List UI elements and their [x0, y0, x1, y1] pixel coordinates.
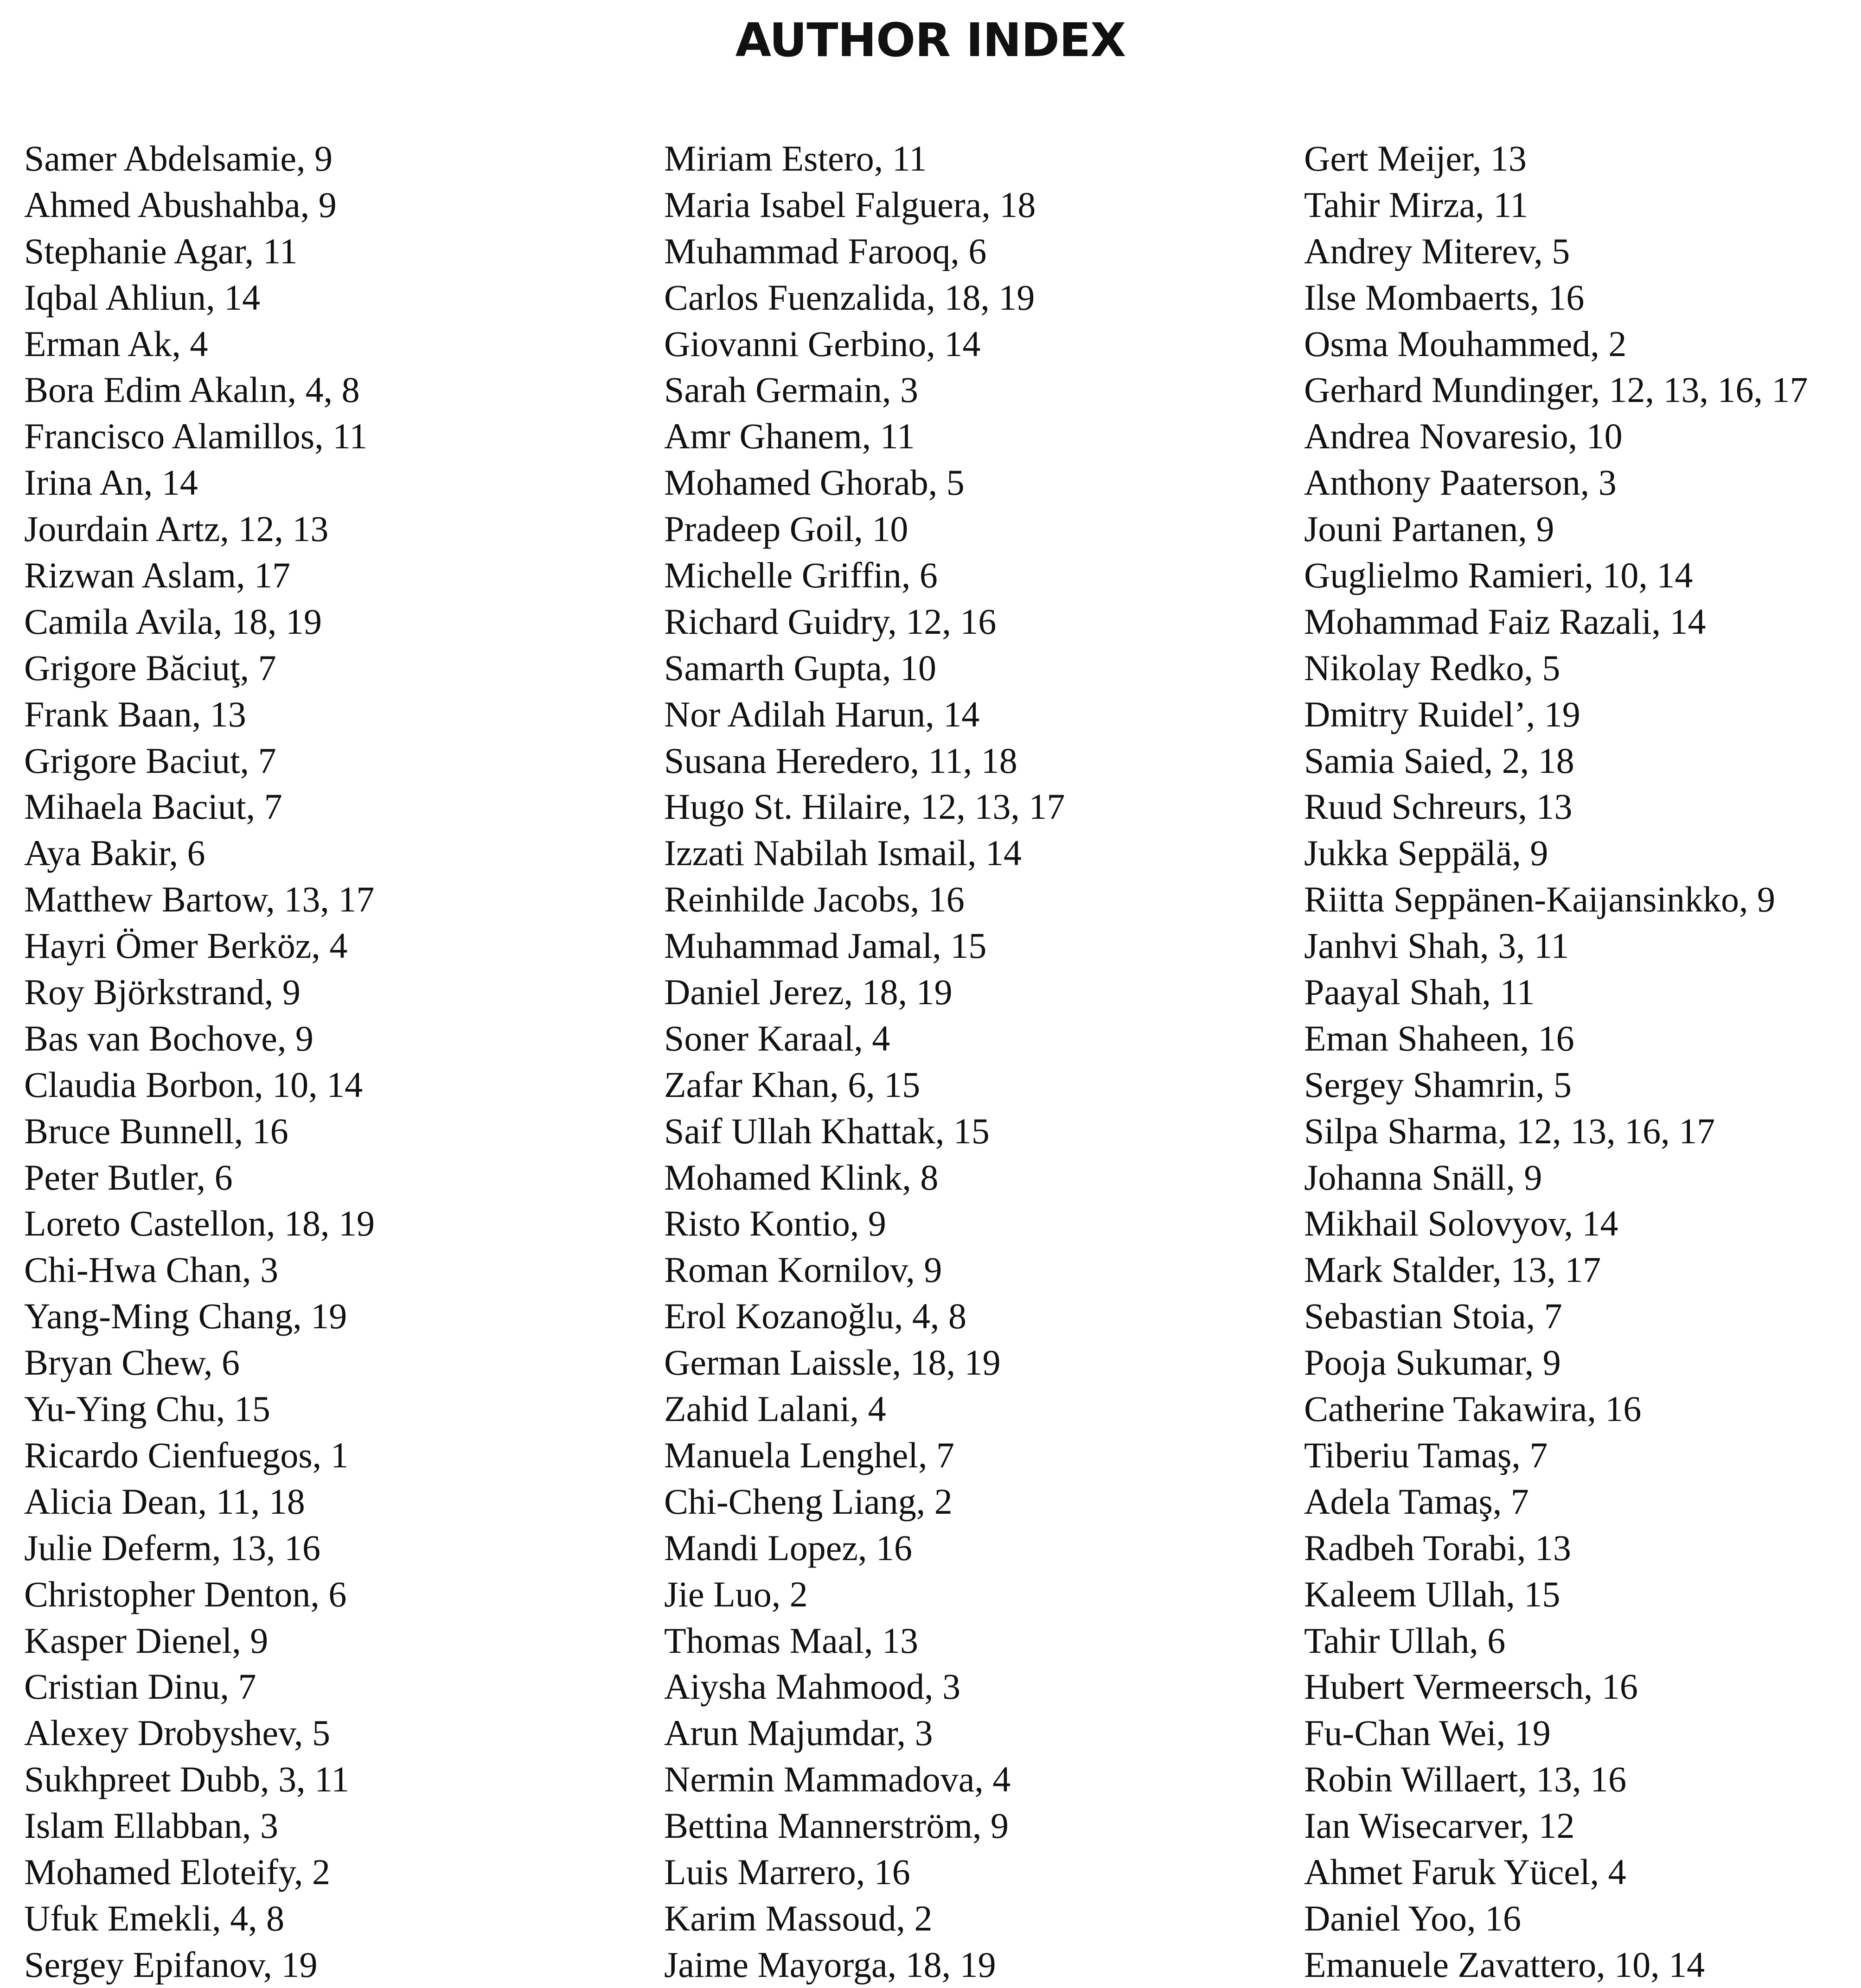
author-entry: Nermin Mammadova, 4 [664, 1759, 1011, 1800]
author-entry: Erol Kozanoğlu, 4, 8 [664, 1296, 967, 1337]
author-entry: Sarah Germain, 3 [664, 370, 918, 410]
author-entry: Miriam Estero, 11 [664, 138, 927, 178]
author-entry: Kaleem Ullah, 15 [1304, 1574, 1560, 1614]
author-entry: Rizwan Aslam, 17 [24, 555, 291, 596]
author-entry: German Laissle, 18, 19 [664, 1342, 1001, 1383]
author-entry: Johanna Snäll, 9 [1304, 1157, 1542, 1198]
author-entry: Soner Karaal, 4 [664, 1018, 890, 1058]
author-entry: Susana Heredero, 11, 18 [664, 740, 1017, 781]
author-entry: Hayri Ömer Berköz, 4 [24, 925, 348, 966]
author-entry: Aya Bakir, 6 [24, 833, 205, 873]
author-entry: Mikhail Solovyov, 14 [1304, 1203, 1618, 1244]
author-entry: Tiberiu Tamaş, 7 [1304, 1434, 1548, 1475]
author-entry: Riitta Seppänen-Kaijansinkko, 9 [1304, 879, 1775, 920]
author-entry: Iqbal Ahliun, 14 [24, 277, 261, 318]
author-entry: Reinhilde Jacobs, 16 [664, 879, 965, 920]
author-entry: Ilse Mombaerts, 16 [1304, 277, 1585, 318]
author-entry: Mihaela Baciut, 7 [24, 786, 282, 827]
author-entry: Frank Baan, 13 [24, 694, 246, 734]
author-entry: Sergey Epifanov, 19 [24, 1944, 318, 1985]
author-entry: Kasper Dienel, 9 [24, 1620, 269, 1661]
author-entry: Stephanie Agar, 11 [24, 230, 298, 271]
author-entry: Catherine Takawira, 16 [1304, 1389, 1642, 1429]
author-entry: Roman Kornilov, 9 [664, 1249, 942, 1290]
author-entry: Silpa Sharma, 12, 13, 16, 17 [1304, 1110, 1715, 1151]
author-entry: Ahmed Abushahba, 9 [24, 184, 337, 225]
author-entry: Julie Deferm, 13, 16 [24, 1527, 321, 1568]
author-entry: Nikolay Redko, 5 [1304, 647, 1560, 688]
author-entry: Samer Abdelsamie, 9 [24, 138, 333, 178]
author-entry: Chi-Cheng Liang, 2 [664, 1481, 953, 1522]
author-entry: Sukhpreet Dubb, 3, 11 [24, 1759, 350, 1800]
author-entry: Arun Majumdar, 3 [664, 1713, 933, 1753]
author-entry: Aiysha Mahmood, 3 [664, 1666, 961, 1707]
author-entry: Dmitry Ruidel’, 19 [1304, 694, 1580, 734]
author-entry: Ricardo Cienfuegos, 1 [24, 1434, 349, 1475]
page-title: AUTHOR INDEX [735, 13, 1126, 67]
author-entry: Samia Saied, 2, 18 [1304, 740, 1574, 781]
author-entry: Izzati Nabilah Ismail, 14 [664, 833, 1022, 873]
author-entry: Loreto Castellon, 18, 19 [24, 1203, 375, 1244]
index-column-2 [664, 135, 1065, 1988]
author-entry: Irina An, 14 [24, 462, 198, 503]
author-entry: Matthew Bartow, 13, 17 [24, 879, 375, 920]
author-entry: Mohamed Klink, 8 [664, 1157, 939, 1198]
author-entry: Zahid Lalani, 4 [664, 1389, 886, 1429]
author-entry: Karim Massoud, 2 [664, 1898, 933, 1938]
author-entry: Janhvi Shah, 3, 11 [1304, 925, 1569, 966]
author-entry: Richard Guidry, 12, 16 [664, 601, 997, 642]
author-entry: Paayal Shah, 11 [1304, 972, 1535, 1013]
author-entry: Bora Edim Akalın, 4, 8 [24, 370, 360, 410]
author-entry: Maria Isabel Falguera, 18 [664, 184, 1036, 225]
author-entry: Hubert Vermeersch, 16 [1304, 1666, 1638, 1707]
author-entry: Peter Butler, 6 [24, 1157, 233, 1198]
author-entry: Mark Stalder, 13, 17 [1304, 1249, 1601, 1290]
author-entry: Thomas Maal, 13 [664, 1620, 919, 1661]
author-entry: Mohamed Ghorab, 5 [664, 462, 965, 503]
author-entry: Muhammad Jamal, 15 [664, 925, 987, 966]
author-entry: Daniel Jerez, 18, 19 [664, 972, 953, 1013]
author-entry: Grigore Baciut, 7 [24, 740, 276, 781]
index-column-1 [24, 135, 375, 1988]
author-entry: Anthony Paaterson, 3 [1304, 462, 1617, 503]
author-entry: Sergey Shamrin, 5 [1304, 1064, 1572, 1105]
author-entry: Tahir Mirza, 11 [1304, 184, 1528, 225]
author-entry: Guglielmo Ramieri, 10, 14 [1304, 555, 1693, 596]
author-entry: Camila Avila, 18, 19 [24, 601, 322, 642]
author-entry: Ian Wisecarver, 12 [1304, 1805, 1575, 1846]
author-entry: Jukka Seppälä, 9 [1304, 833, 1548, 873]
author-entry: Amr Ghanem, 11 [664, 416, 915, 457]
author-entry: Sebastian Stoia, 7 [1304, 1296, 1562, 1337]
author-entry: Radbeh Torabi, 13 [1304, 1527, 1571, 1568]
author-entry: Muhammad Farooq, 6 [664, 230, 987, 271]
author-entry: Zafar Khan, 6, 15 [664, 1064, 921, 1105]
author-entry: Adela Tamaş, 7 [1304, 1481, 1529, 1522]
author-entry: Giovanni Gerbino, 14 [664, 323, 981, 364]
author-entry: Mohammad Faiz Razali, 14 [1304, 601, 1706, 642]
author-entry: Ruud Schreurs, 13 [1304, 786, 1573, 827]
author-entry: Mohamed Eloteify, 2 [24, 1851, 330, 1892]
author-entry: Roy Björkstrand, 9 [24, 972, 301, 1013]
author-entry: Gert Meijer, 13 [1304, 138, 1527, 178]
author-entry: Luis Marrero, 16 [664, 1851, 910, 1892]
author-entry: Saif Ullah Khattak, 15 [664, 1110, 990, 1151]
author-entry: Alexey Drobyshev, 5 [24, 1713, 330, 1753]
author-entry: Andrea Novaresio, 10 [1304, 416, 1623, 457]
author-entry: Bettina Mannerström, 9 [664, 1805, 1009, 1846]
author-entry: Tahir Ullah, 6 [1304, 1620, 1506, 1661]
author-entry: Ufuk Emekli, 4, 8 [24, 1898, 285, 1938]
author-entry: Jouni Partanen, 9 [1304, 509, 1554, 549]
author-entry: Emanuele Zavattero, 10, 14 [1304, 1944, 1705, 1985]
author-entry: Jie Luo, 2 [664, 1574, 808, 1614]
author-entry: Erman Ak, 4 [24, 323, 208, 364]
author-entry: Eman Shaheen, 16 [1304, 1018, 1574, 1058]
author-entry: Bruce Bunnell, 16 [24, 1110, 288, 1151]
index-column-3 [1304, 135, 1808, 1988]
author-entry: Chi-Hwa Chan, 3 [24, 1249, 279, 1290]
author-entry: Ahmet Faruk Yücel, 4 [1304, 1851, 1626, 1892]
author-entry: Jourdain Artz, 12, 13 [24, 509, 329, 549]
author-entry: Bas van Bochove, 9 [24, 1018, 313, 1058]
author-entry: Michelle Griffin, 6 [664, 555, 938, 596]
author-entry: Andrey Miterev, 5 [1304, 230, 1570, 271]
author-entry: Christopher Denton, 6 [24, 1574, 347, 1614]
author-entry: Jaime Mayorga, 18, 19 [664, 1944, 996, 1985]
author-entry: Risto Kontio, 9 [664, 1203, 886, 1244]
author-entry: Fu-Chan Wei, 19 [1304, 1713, 1551, 1753]
author-entry: Alicia Dean, 11, 18 [24, 1481, 305, 1522]
author-entry: Osma Mouhammed, 2 [1304, 323, 1627, 364]
author-entry: Gerhard Mundinger, 12, 13, 16, 17 [1304, 370, 1808, 410]
author-entry: Mandi Lopez, 16 [664, 1527, 913, 1568]
author-entry: Pooja Sukumar, 9 [1304, 1342, 1561, 1383]
author-entry: Daniel Yoo, 16 [1304, 1898, 1522, 1938]
author-entry: Cristian Dinu, 7 [24, 1666, 256, 1707]
author-entry: Manuela Lenghel, 7 [664, 1434, 954, 1475]
author-entry: Nor Adilah Harun, 14 [664, 694, 980, 734]
author-entry: Hugo St. Hilaire, 12, 13, 17 [664, 786, 1065, 827]
author-entry: Claudia Borbon, 10, 14 [24, 1064, 363, 1105]
author-entry: Francisco Alamillos, 11 [24, 416, 368, 457]
author-entry: Pradeep Goil, 10 [664, 509, 908, 549]
author-entry: Yu-Ying Chu, 15 [24, 1389, 270, 1429]
author-entry: Bryan Chew, 6 [24, 1342, 240, 1383]
author-entry: Robin Willaert, 13, 16 [1304, 1759, 1627, 1800]
author-entry: Carlos Fuenzalida, 18, 19 [664, 277, 1035, 318]
author-entry: Islam Ellabban, 3 [24, 1805, 279, 1846]
author-entry: Grigore Băciuţ, 7 [24, 647, 276, 688]
author-entry: Samarth Gupta, 10 [664, 647, 937, 688]
author-entry: Yang-Ming Chang, 19 [24, 1296, 347, 1337]
